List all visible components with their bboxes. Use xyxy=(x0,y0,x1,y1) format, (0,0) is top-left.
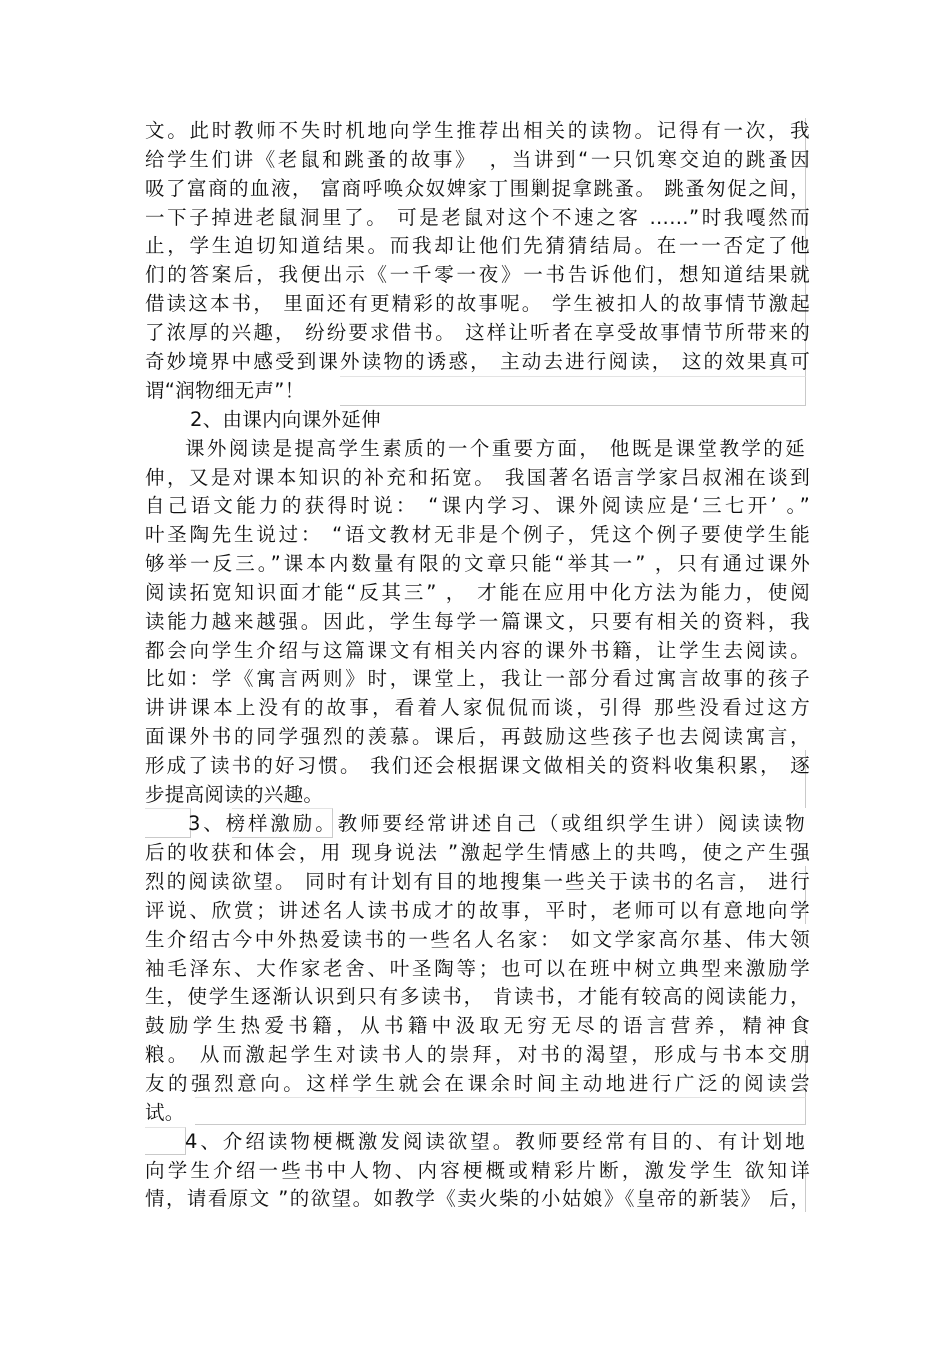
text-line: 讲讲课本上没有的故事，看着人家侃侃而谈，引得 那些没看过这方 xyxy=(145,696,810,719)
text-line: 4、介绍读物梗概激发阅读欲望。教师要经常有目的、有计划地 xyxy=(185,1130,805,1153)
text-line: 3、榜样激励。教师要经常讲述自己（或组织学生讲）阅读读物 xyxy=(188,812,805,835)
text-line: 止，学生迫切知道结果。而我却让他们先猜猜结局。在一一否定了他 xyxy=(145,234,810,257)
text-line: 们的答案后，我便出示《一千零一夜》一书告诉他们，想知道结果就 xyxy=(145,263,810,286)
text-line: 袖毛泽东、大作家老舍、叶圣陶等；也可以在班中树立典型来激励学 xyxy=(145,957,810,980)
text-line: 情，请看原文 ”的欲望。如教学《卖火柴的小姑娘》《皇帝的新装》 后， xyxy=(145,1187,810,1210)
section-heading: 2、由课内向课外延伸 xyxy=(190,408,381,431)
text-line: 阅读拓宽知识面才能“反其三” ， 才能在应用中化方法为能力，使阅 xyxy=(145,581,810,604)
text-line: 鼓励学生热爱书籍，从书籍中汲取无穷无尽的语言营养，精神食 xyxy=(145,1014,810,1037)
text-line: 借读这本书， 里面还有更精彩的故事呢。 学生被扣人的故事情节激起 xyxy=(145,292,810,315)
frame-box xyxy=(145,1127,186,1155)
text-line: 了浓厚的兴趣， 纷纷要求借书。 这样让听者在享受故事情节所带来的 xyxy=(145,321,810,344)
text-line: 粮。 从而激起学生对读书人的崇拜，对书的渴望，形成与书本交朋 xyxy=(145,1043,810,1066)
text-line: 步提高阅读的兴趣。 xyxy=(145,783,324,806)
text-line: 评说、欣赏；讲述名人读书成才的故事，平时，老师可以有意地向学 xyxy=(145,899,810,922)
text-line: 试。 xyxy=(145,1101,185,1124)
text-line: 形成了读书的好习惯。 我们还会根据课文做相关的资料收集积累， 逐 xyxy=(145,754,810,777)
text-line: 奇妙境界中感受到课外读物的诱惑， 主动去进行阅读， 这的效果真可 xyxy=(145,350,810,373)
text-line: 友的强烈意向。这样学生就会在课余时间主动地进行广泛的阅读尝 xyxy=(145,1072,810,1095)
text-line: 自己语文能力的获得时说： “课内学习、课外阅读应是‘三七开’ 。” xyxy=(145,494,810,517)
text-line: 生介绍古今中外热爱读书的一些名人名家： 如文学家高尔基、伟大领 xyxy=(145,928,810,951)
frame-box xyxy=(145,808,191,838)
text-line: 读能力越来越强。因此，学生每学一篇课文，只要有相关的资料，我 xyxy=(145,610,810,633)
text-line: 后的收获和体会，用 现身说法 ”激起学生情感上的共鸣，使之产生强 xyxy=(145,841,810,864)
text-line: 课外阅读是提高学生素质的一个重要方面， 他既是课堂教学的延 xyxy=(185,437,805,460)
text-line: 吸了富商的血液， 富商呼唤众奴婢家丁围剿捉拿跳蚤。 跳蚤匆促之间， xyxy=(145,177,810,200)
text-line: 叶圣陶先生说过： “语文教材无非是个例子，凭这个例子要使学生能 xyxy=(145,523,810,546)
text-line: 一下子掉进老鼠洞里了。 可是老鼠对这个不速之客 ……”时我嘎然而 xyxy=(145,206,810,229)
text-line: 比如：学《寓言两则》时，课堂上，我让一部分看过寓言故事的孩子 xyxy=(145,667,810,690)
text-line: 谓“润物细无声”！ xyxy=(145,379,305,402)
text-line: 向学生介绍一些书中人物、内容梗概或精彩片断，激发学生 欲知详 xyxy=(145,1159,810,1182)
text-line: 够举一反三。”课本内数量有限的文章只能“举其一” ，只有通过课外 xyxy=(145,552,810,575)
text-line: 文。此时教师不失时机地向学生推荐出相关的读物。记得有一次，我 xyxy=(145,119,810,142)
text-line: 伸，又是对课本知识的补充和拓宽。 我国著名语言学家吕叔湘在谈到 xyxy=(145,466,810,489)
text-line: 面课外书的同学强烈的羡慕。课后，再鼓励这些孩子也去阅读寓言， xyxy=(145,725,810,748)
text-line: 生，使学生逐渐认识到只有多读书， 肯读书，才能有较高的阅读能力， xyxy=(145,985,810,1008)
text-line: 都会向学生介绍与这篇课文有相关内容的课外书籍，让学生去阅读。 xyxy=(145,639,810,662)
text-line: 给学生们讲《老鼠和跳蚤的故事》 ，当讲到“一只饥寒交迫的跳蚤因 xyxy=(145,148,810,171)
text-line: 烈的阅读欲望。 同时有计划有目的地搜集一些关于读书的名言， 进行 xyxy=(145,870,810,893)
